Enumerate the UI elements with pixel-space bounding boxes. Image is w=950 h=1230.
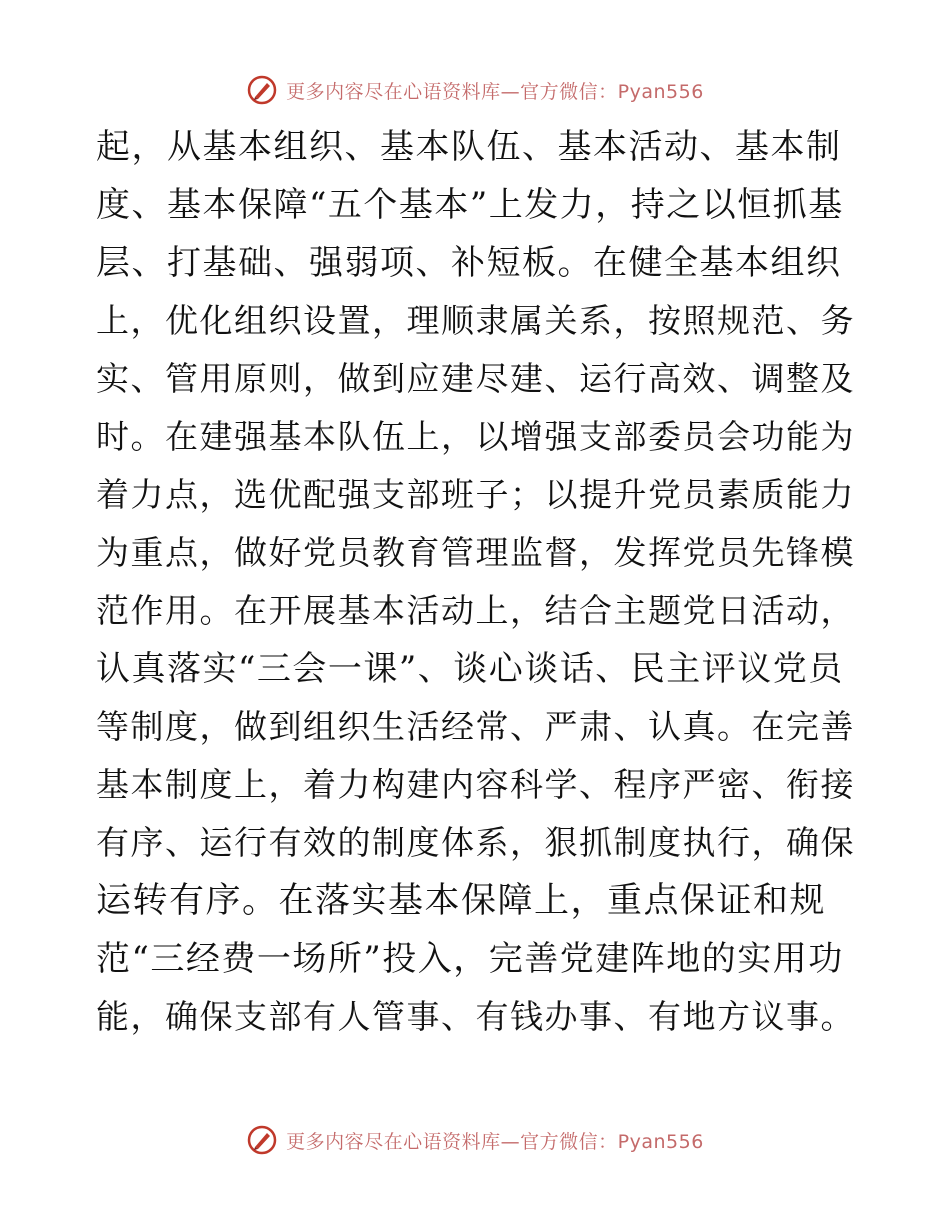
pen-logo-icon [246, 1124, 278, 1156]
body-line: 运转有序。在落实基本保障上，重点保证和规 [96, 881, 827, 921]
body-line: 着力点，选优配强支部班子；以提升党员素质能力 [96, 475, 855, 514]
footer-watermark [0, 1120, 950, 1160]
pen-logo-icon [246, 74, 278, 106]
document-body [96, 118, 856, 1046]
body-line: 度、基本保障“五个基本”上发力，持之以恒抓基 [96, 185, 844, 225]
body-line: 时。在建强基本队伍上，以增强支部委员会功能为 [96, 417, 855, 456]
body-line: 起，从基本组织、基本队伍、基本活动、基本制 [96, 127, 842, 167]
header-watermark [0, 70, 950, 110]
watermark-text: 更多内容尽在心语资料库—官方微信：Pyan556 [286, 1130, 704, 1153]
body-line: 等制度，做到组织生活经常、严肃、认真。在完善 [96, 707, 855, 746]
body-line: 基本制度上，着力构建内容科学、程序严密、衔接 [96, 765, 855, 804]
body-line: 上，优化组织设置，理顺隶属关系，按照规范、务 [96, 301, 855, 340]
body-line: 范“三经费一场所”投入，完善党建阵地的实用功 [96, 939, 844, 979]
watermark-text: 更多内容尽在心语资料库—官方微信：Pyan556 [286, 80, 704, 103]
body-line: 层、打基础、强弱项、补短板。在健全基本组织 [96, 243, 842, 283]
body-line: 实、管用原则，做到应建尽建、运行高效、调整及 [96, 359, 855, 398]
body-line: 有序、运行有效的制度体系，狠抓制度执行，确保 [96, 823, 855, 862]
body-line: 认真落实“三会一课”、谈心谈话、民主评议党员 [96, 649, 844, 689]
body-line: 为重点，做好党员教育管理监督，发挥党员先锋模 [96, 533, 855, 572]
body-line: 范作用。在开展基本活动上，结合主题党日活动， [96, 591, 855, 630]
body-line: 能，确保支部有人管事、有钱办事、有地方议事。 [96, 997, 855, 1036]
